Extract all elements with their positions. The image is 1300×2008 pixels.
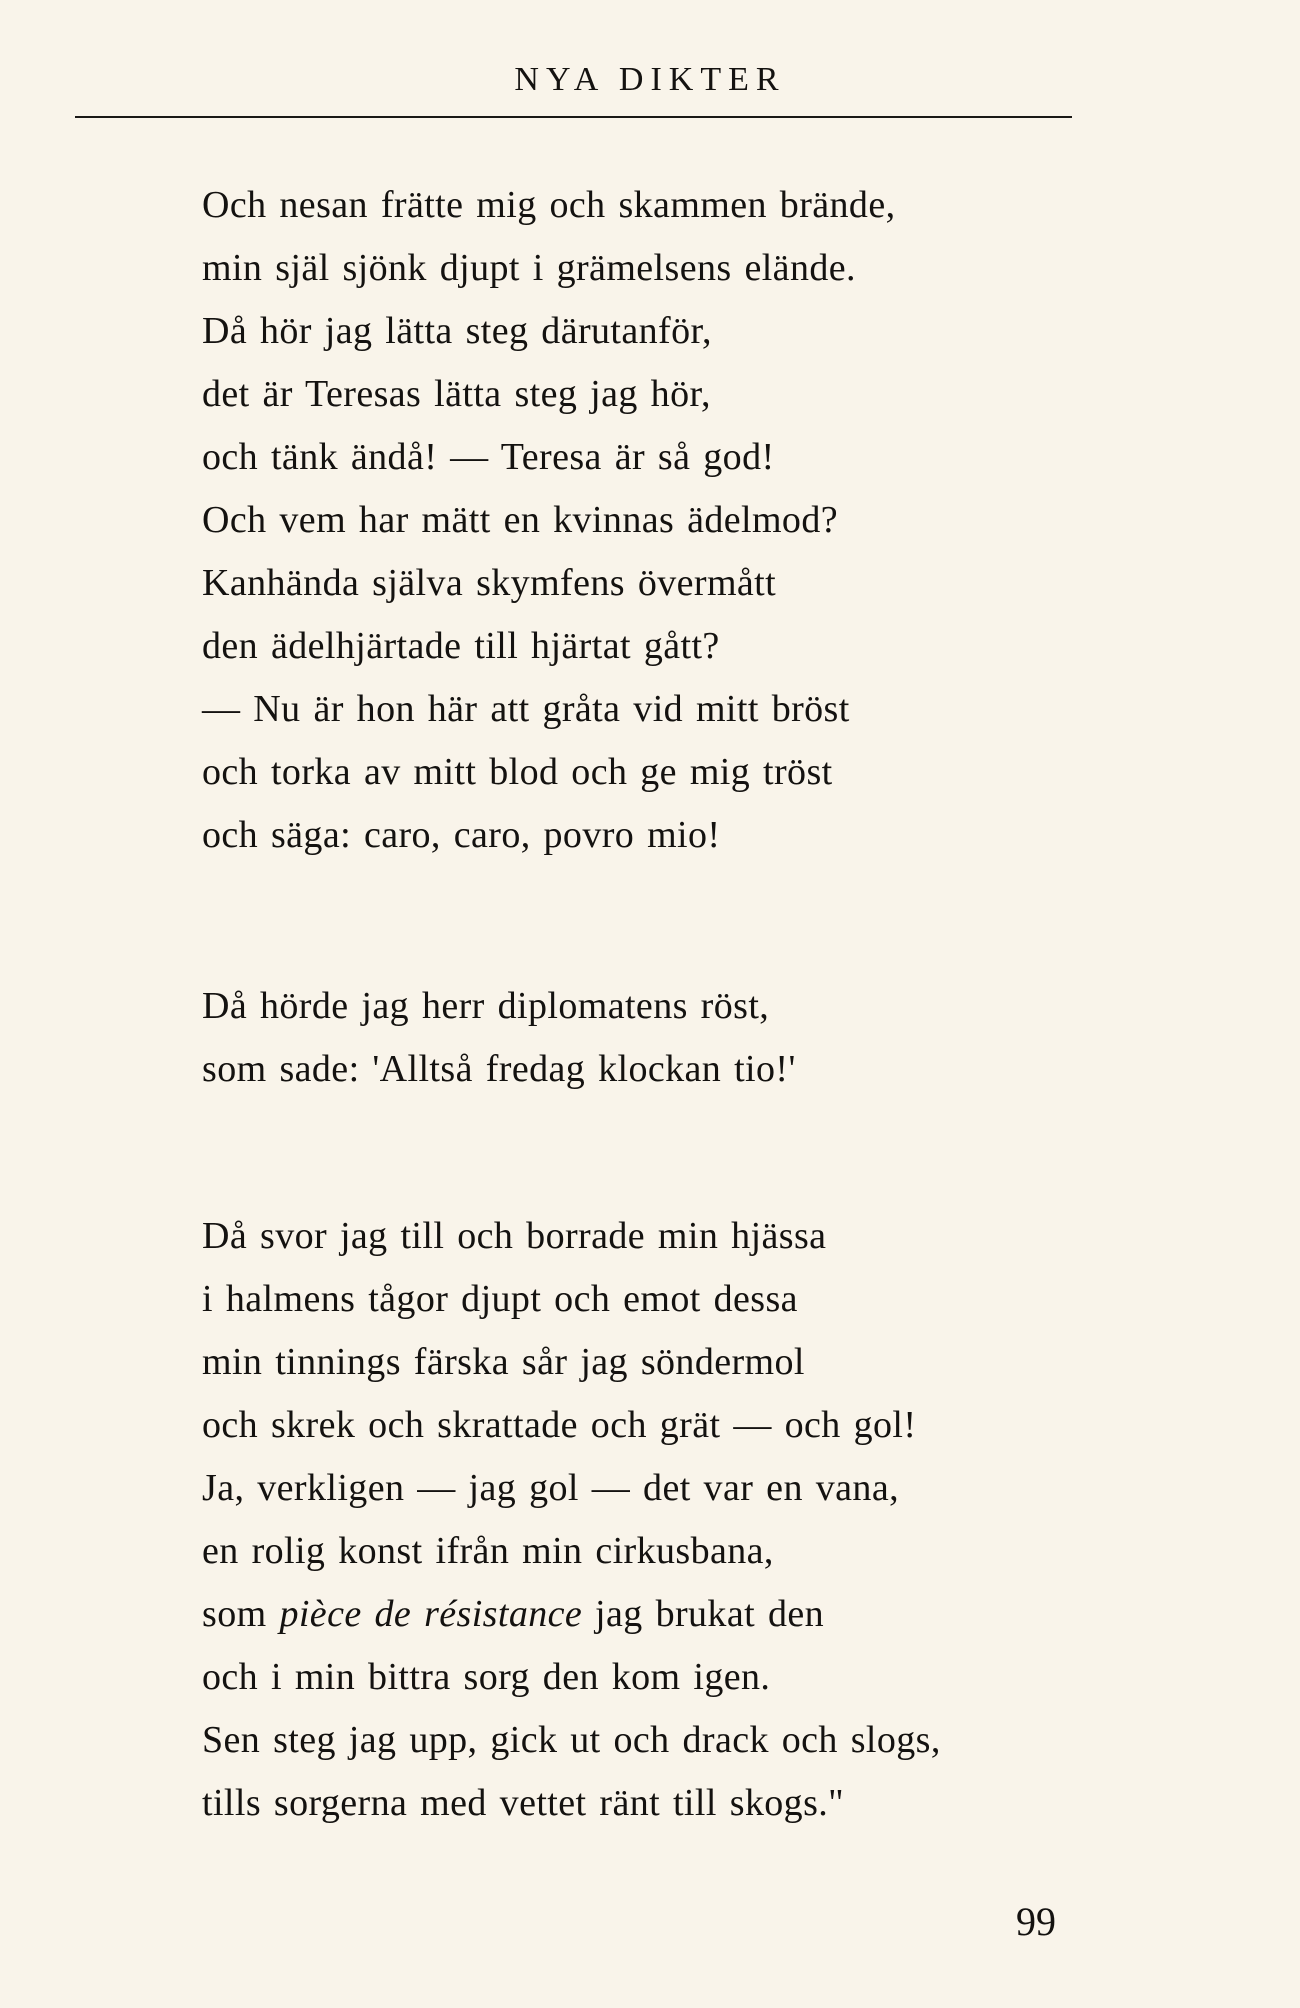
stanza-2 [202,975,1102,1101]
verse-line: tills sorgerna med vettet ränt till skogs." [202,1782,845,1824]
verse-line: och i min bittra sorg den kom igen. [202,1656,771,1698]
verse-line: den ädelhjärtade till hjärtat gått? [202,625,720,667]
verse-line-with-italic [202,1583,1102,1646]
verse-line: det är Teresas lätta steg jag hör, [202,373,711,415]
verse-text: jag brukat den [582,1593,825,1635]
verse-line: och torka av mitt blod och ge mig tröst [202,751,833,793]
verse-line: i halmens tågor djupt och emot dessa [202,1278,798,1320]
verse-line: Då hörde jag herr diplomatens röst, [202,985,770,1027]
italic-phrase: pièce de résistance [279,1593,583,1635]
page-number: 99 [1016,1899,1056,1944]
verse-line: som sade: 'Alltså fredag klockan tio!' [202,1048,796,1090]
verse-line: och skrek och skrattade och grät — och gol! [202,1404,917,1446]
verse-line: Då hör jag lätta steg därutanför, [202,310,712,352]
verse-line: och tänk ändå! — Teresa är så god! [202,436,775,478]
verse-line: min tinnings färska sår jag söndermol [202,1341,805,1383]
verse-line: Sen steg jag upp, gick ut och drack och slogs, [202,1719,941,1761]
verse-line: — Nu är hon här att gråta vid mitt bröst [202,688,850,730]
stanza-3 [202,1205,1102,1835]
verse-line: Kanhända själva skymfens övermått [202,562,777,604]
verse-line: Ja, verkligen — jag gol — det var en vana, [202,1467,899,1509]
stanza-1 [202,174,1102,867]
running-head: NYA DIKTER [514,61,786,98]
header-rule [75,116,1072,118]
verse-text: som [202,1593,280,1635]
verse-line: och säga: caro, caro, povro mio! [202,814,721,856]
verse-line: Och vem har mätt en kvinnas ädelmod? [202,499,838,541]
verse-line: Då svor jag till och borrade min hjässa [202,1215,827,1257]
verse-line: en rolig konst ifrån min cirkusbana, [202,1530,774,1572]
verse-line: min själ sjönk djupt i grämelsens elände. [202,247,856,289]
verse-line: Och nesan frätte mig och skammen brände, [202,184,896,226]
